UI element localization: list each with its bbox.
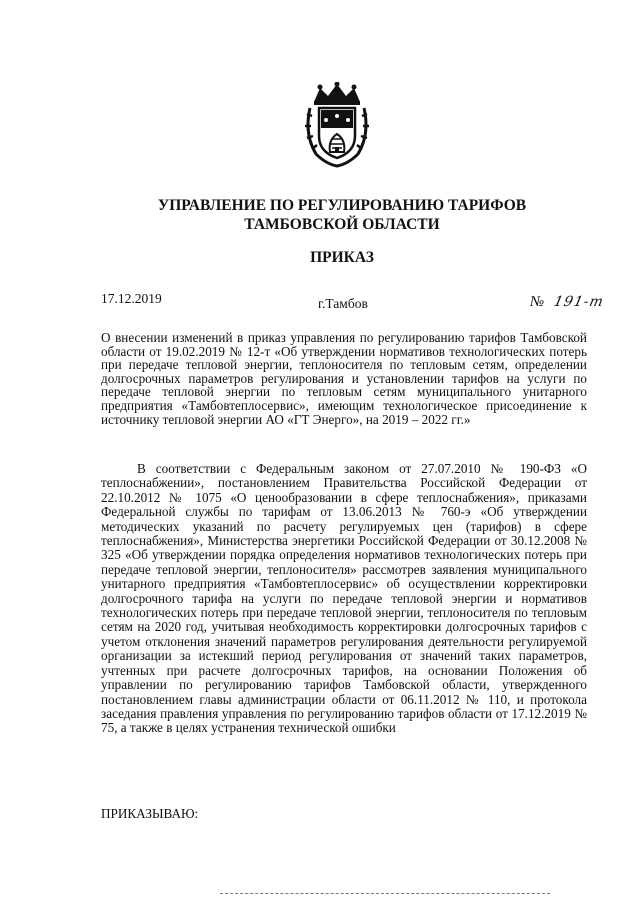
number-sign: № [530, 294, 545, 310]
organization-name-line-2: ТАМБОВСКОЙ ОБЛАСТИ [244, 216, 440, 233]
order-subject: О внесении изменений в приказ управления по регулированию тарифов Тамбовской области от 19.02.2019 № 12-т «Об утверждении нормативов технологических потерь при передаче тепловой энергии, теплоносителя по тепловым сетям, определении долгосрочных параметров регулирования и установлении тарифов на услуги по передаче тепловой энергии по тепловым сетям муниципального унитарного предприятия «Тамбовтеплосервис», имеющим технологическое присоединение к источнику тепловой энергии АО «ГТ Энерго», на 2019 – 2022 гг.» [101, 330, 587, 427]
page-bottom-divider [220, 893, 550, 894]
order-number-value: 191-т [552, 294, 606, 310]
order-number [530, 294, 604, 311]
order-directive: ПРИКАЗЫВАЮ: [101, 806, 199, 821]
document-type-title: ПРИКАЗ [310, 249, 374, 266]
organization-name-line-1: УПРАВЛЕНИЕ ПО РЕГУЛИРОВАНИЮ ТАРИФОВ [157, 197, 527, 214]
order-preamble: В соответствии с Федеральным законом от 27.07.2010 № 190-ФЗ «О теплоснабжении», постановлением Правительства Российской Федерации от 22.10.2012 № 1075 «О ценообразовании в сфере теплоснабжения», приказами Федеральной службы по тарифам от 13.06.2013 № 760-э «Об утверждении методических указаний по расчету регулируемых цен (тарифов) в сфере теплоснабжения», Министерства энергетики Российской Федерации от 30.12.2008 № 325 «Об утверждении порядка определения нормативов технологических потерь при передаче тепловой энергии, теплоносителя» рассмотрев заявления муниципального унитарного предприятия «Тамбовтеплосервис» об осуществлении корректировки долгосрочного тарифа на услуги по передаче тепловой энергии и нормативов технологических потерь при передаче тепловой энергии, теплоносителя по тепловым сетям на 2020 год, учитывая необходимость корректировки долгосрочных тарифов с учетом отклонения значений параметров регулирования деятельности регулируемой организации за истекший период регулирования от значений таких параметров, учтенных при расчете долгосрочных тарифов, на основании Положения об управлении по регулированию тарифов Тамбовской области, утвержденного постановлением главы администрации области от 06.11.2012 № 110, и протокола заседания правления управления по регулированию тарифов области от 17.12.2019 № 75, а также в целях устранения технической ошибки [101, 461, 587, 736]
order-city: г.Тамбов [318, 296, 368, 311]
tambov-coat-of-arms-icon [302, 82, 372, 168]
order-date: 17.12.2019 [101, 291, 162, 306]
